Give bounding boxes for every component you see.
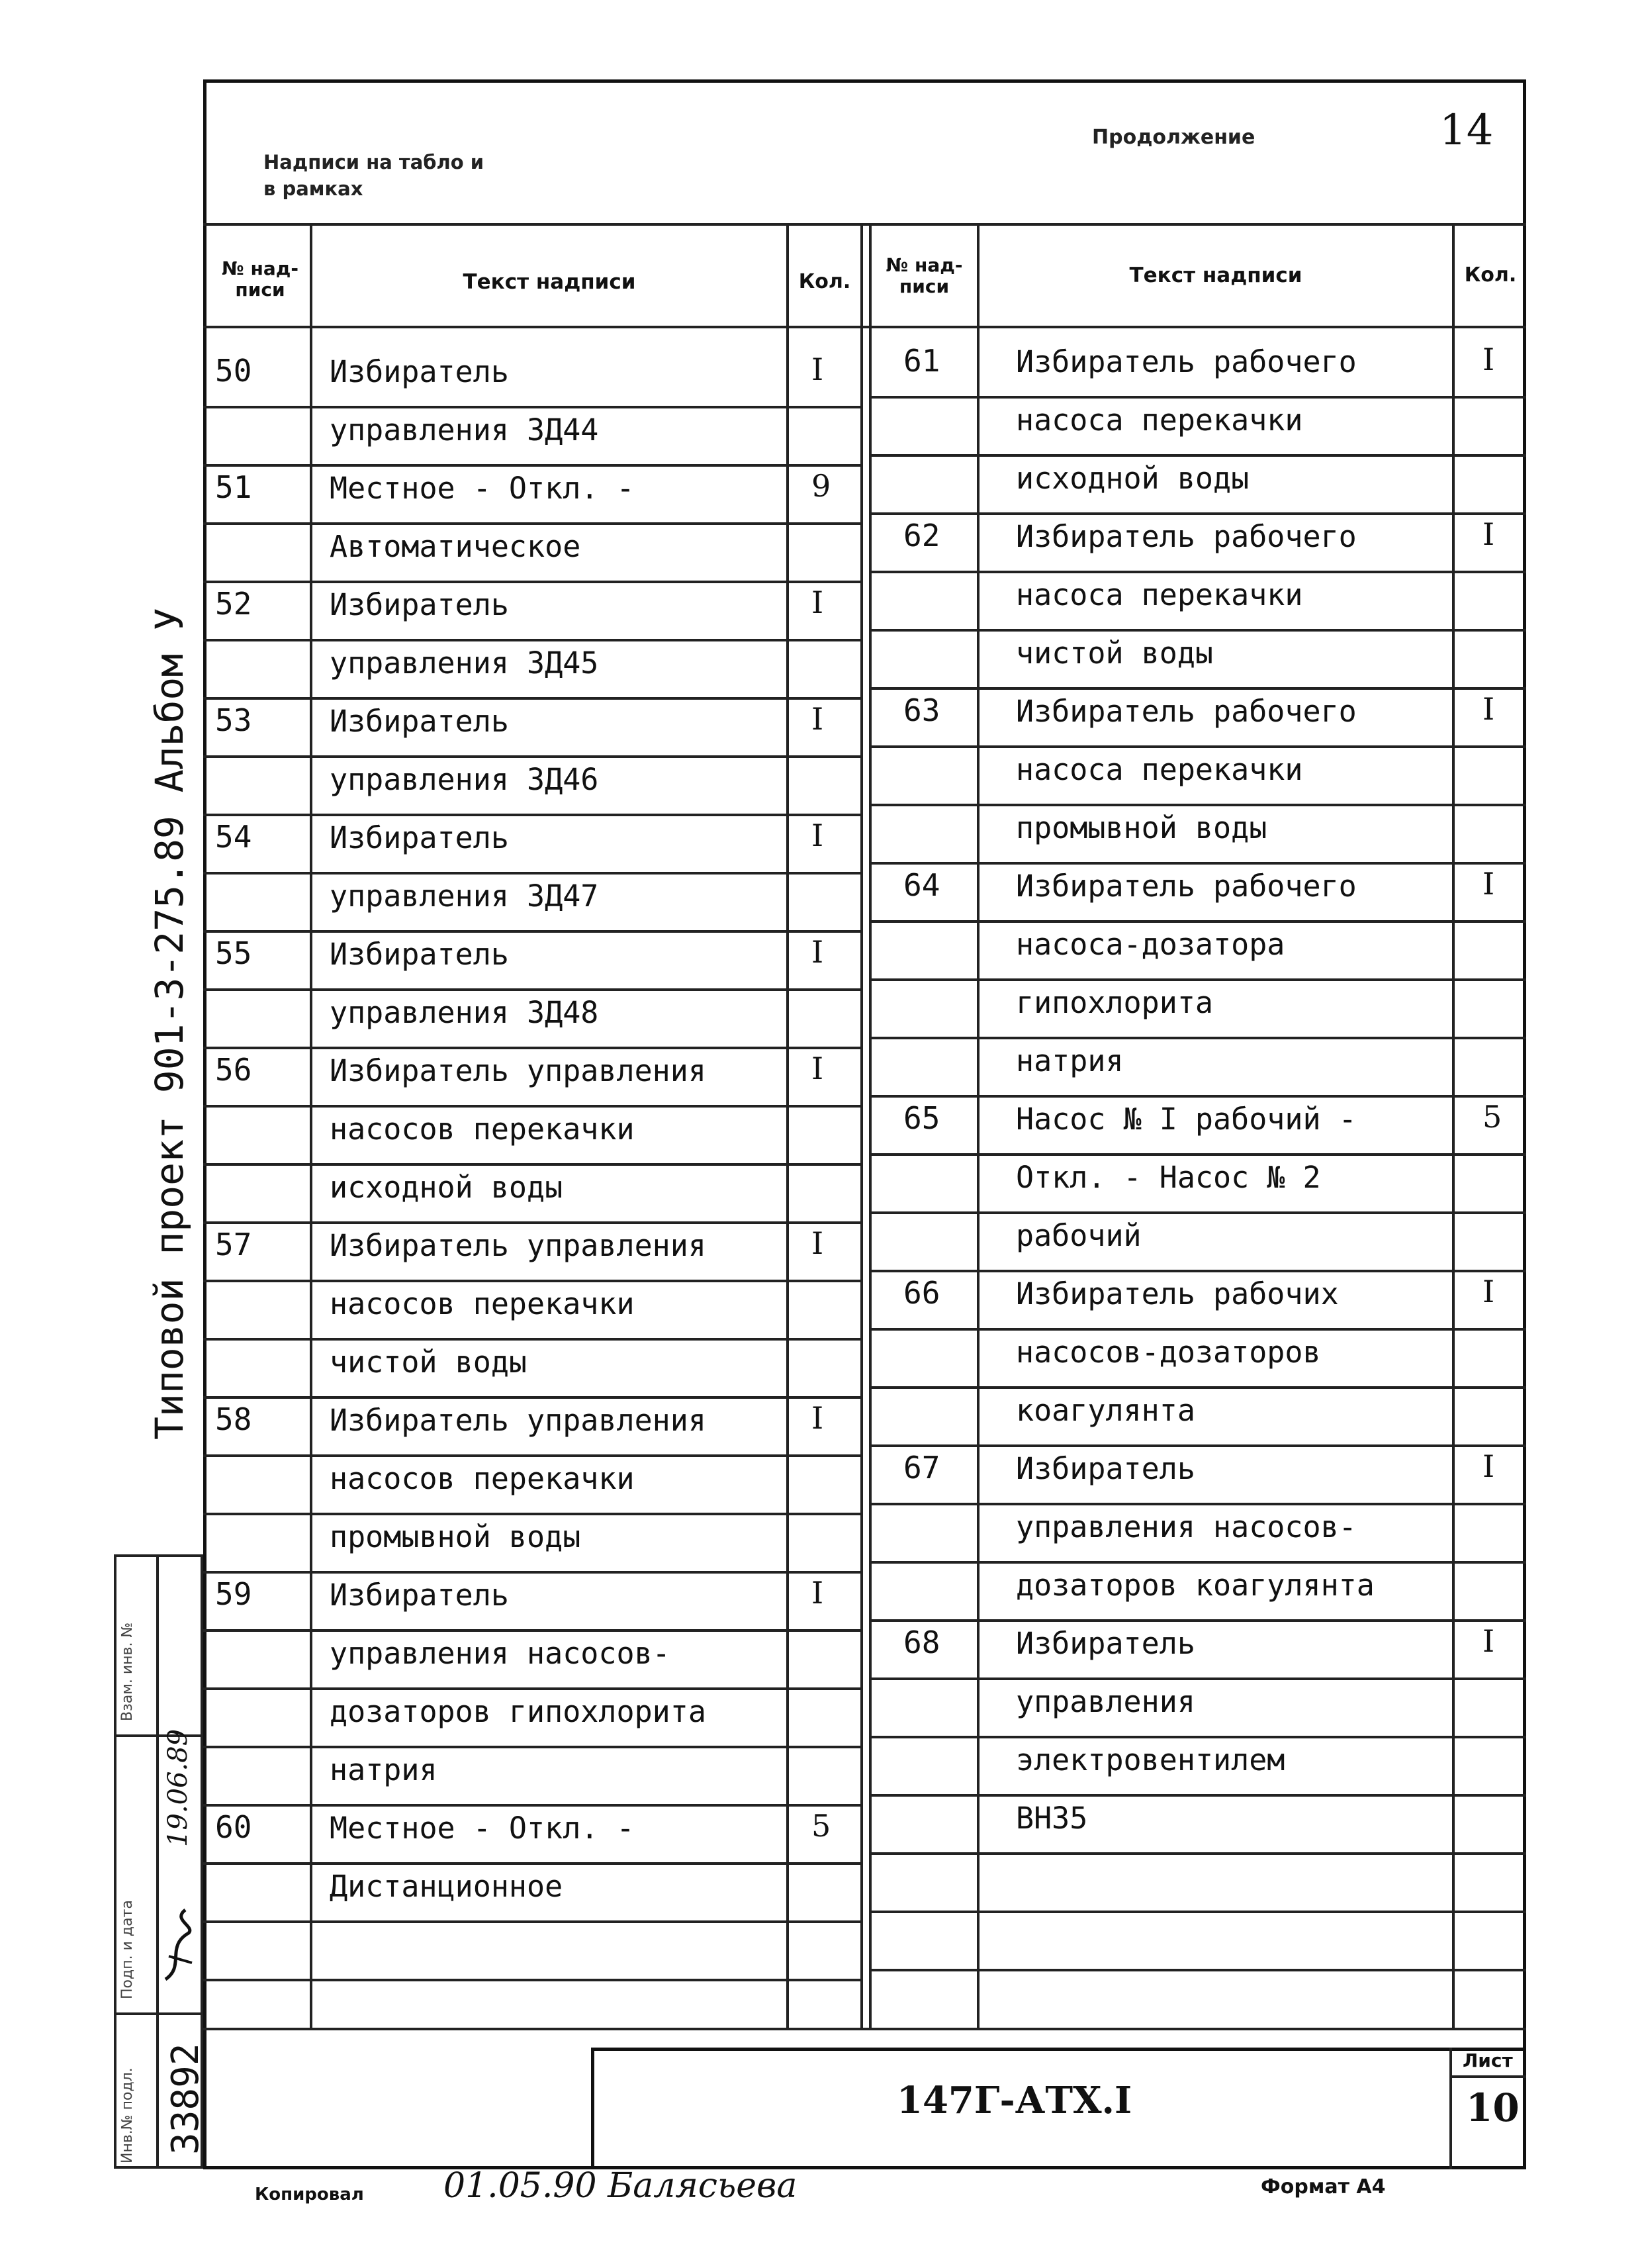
left-row-rule — [203, 1513, 860, 1515]
left-row-text-line: управления 3Д44 — [330, 412, 599, 448]
left-row-rule — [203, 988, 860, 991]
left-row-number: 60 — [215, 1809, 252, 1845]
left-row-number: 57 — [215, 1227, 252, 1262]
left-row-rule — [203, 1920, 860, 1923]
left-row-qty: 5 — [811, 1808, 831, 1844]
right-qty-col-line — [1452, 223, 1455, 2030]
table-bottom-line — [203, 2028, 1526, 2030]
left-row-qty: I — [811, 1051, 824, 1086]
right-row-qty: I — [1482, 516, 1495, 552]
right-row-text-line: насосов-дозаторов — [1016, 1335, 1321, 1370]
left-row-number: 50 — [215, 353, 252, 389]
right-row-text-line: исходной воды — [1016, 461, 1250, 496]
left-row-text-line: Избиратель — [330, 704, 509, 739]
left-row-rule — [203, 1163, 860, 1166]
side-stamp-divider — [156, 1554, 159, 2169]
inv-number: 33892 — [164, 2043, 207, 2155]
left-row-number: 51 — [215, 469, 252, 505]
right-row-number: 68 — [903, 1625, 940, 1660]
left-row-text-line: Избиратель управления — [330, 1403, 706, 1438]
right-colhead-separator — [864, 326, 1526, 328]
right-row-rule — [869, 687, 1526, 690]
left-row-text-line: исходной воды — [330, 1170, 563, 1205]
right-row-rule — [869, 1153, 1526, 1156]
left-row-rule — [203, 1280, 860, 1282]
left-col-qty-header: Кол. — [798, 270, 851, 293]
left-row-text-line: натрия — [330, 1752, 437, 1787]
side-stamp-sep2 — [114, 2012, 203, 2015]
right-row-text-line: насоса-дозатора — [1016, 927, 1285, 962]
left-row-number: 54 — [215, 819, 252, 855]
sheet-box-sep — [1449, 2075, 1526, 2078]
right-row-rule — [869, 1736, 1526, 1738]
right-row-rule — [869, 1270, 1526, 1272]
right-row-text-line: гипохлорита — [1016, 985, 1214, 1020]
left-row-text-line: Избиратель — [330, 820, 509, 855]
right-row-text-line: Избиратель рабочего — [1016, 519, 1357, 554]
left-row-rule — [203, 1687, 860, 1690]
inv-label: Инв.№ подл. — [119, 2067, 136, 2163]
right-empty-rule — [869, 1969, 1526, 1971]
left-row-rule — [203, 1221, 860, 1224]
right-row-number: 62 — [903, 518, 940, 553]
left-row-rule — [203, 755, 860, 758]
right-row-text-line: насоса перекачки — [1016, 577, 1303, 612]
right-row-text-line: коагулянта — [1016, 1393, 1195, 1428]
right-row-rule — [869, 804, 1526, 806]
left-row-qty: 9 — [811, 468, 831, 504]
sheet-number: 10 — [1466, 2085, 1520, 2130]
right-empty-rule — [869, 1911, 1526, 1913]
right-row-rule — [869, 1503, 1526, 1505]
right-row-text-line: дозаторов коагулянта — [1016, 1568, 1375, 1603]
right-row-rule — [869, 512, 1526, 515]
right-row-rule — [869, 1561, 1526, 1564]
right-row-qty: I — [1482, 342, 1495, 377]
left-row-text-line: Избиратель — [330, 354, 509, 389]
right-row-number: 63 — [903, 692, 940, 728]
right-row-text-line: Избиратель рабочего — [1016, 869, 1357, 904]
left-row-rule — [203, 639, 860, 641]
left-row-rule — [203, 1105, 860, 1108]
right-row-rule — [869, 454, 1526, 457]
right-row-number: 67 — [903, 1450, 940, 1486]
left-row-qty: I — [811, 818, 824, 853]
right-row-number: 66 — [903, 1275, 940, 1311]
right-row-text-line: управления насосов- — [1016, 1509, 1357, 1544]
continuation-label: Продолжение — [1092, 126, 1255, 149]
left-col-num-header: № над-писи — [222, 258, 298, 301]
left-row-rule — [203, 930, 860, 933]
left-row-qty: I — [811, 1575, 824, 1611]
left-row-qty: I — [811, 1225, 824, 1261]
copied-label: Копировал — [255, 2185, 364, 2204]
left-row-rule — [203, 1396, 860, 1399]
left-row-text-line: Избиратель — [330, 1578, 509, 1613]
right-row-rule — [869, 920, 1526, 923]
header-separator — [203, 223, 1526, 226]
left-row-qty: I — [811, 934, 824, 970]
left-row-qty: I — [811, 1400, 824, 1436]
right-col-num-header: № над-писи — [886, 254, 963, 297]
right-row-text-line: управления — [1016, 1684, 1195, 1719]
right-row-text-line: Избиратель — [1016, 1451, 1195, 1486]
sheet-label: Лист — [1463, 2050, 1513, 2071]
right-row-text-line: Избиратель рабочего — [1016, 344, 1357, 379]
left-row-rule — [203, 1571, 860, 1574]
left-row-number: 55 — [215, 935, 252, 971]
left-row-rule — [203, 581, 860, 583]
album-project-text: Типовой проект 901-3-275.89 Альбом У — [147, 607, 192, 1440]
right-row-qty: 5 — [1482, 1099, 1502, 1135]
right-row-text-line: Избиратель — [1016, 1626, 1195, 1661]
right-row-rule — [869, 1677, 1526, 1680]
document-code: 147Г-АТХ.I — [897, 2079, 1132, 2122]
left-row-number: 59 — [215, 1576, 252, 1612]
left-row-qty: I — [811, 701, 824, 737]
left-row-text-line: Местное - Откл. - — [330, 471, 635, 506]
right-num-col-line — [977, 223, 980, 2030]
right-row-text-line: Насос № I рабочий - — [1016, 1102, 1357, 1137]
header-title-line2: в рамках — [263, 177, 363, 200]
left-num-col-line — [310, 223, 312, 2030]
copied-value: 01.05.90 Балясьева — [443, 2166, 798, 2206]
left-row-text-line: Местное - Откл. - — [330, 1811, 635, 1846]
left-row-rule — [203, 697, 860, 700]
left-table-right-line — [860, 223, 863, 2030]
right-row-text-line: Избиратель рабочих — [1016, 1276, 1339, 1311]
right-row-text-line: Избиратель рабочего — [1016, 694, 1357, 729]
left-row-text-line: управления 3Д45 — [330, 645, 599, 681]
left-row-qty: I — [811, 352, 824, 387]
signature-mark — [159, 1907, 199, 1986]
left-row-rule — [203, 522, 860, 525]
left-row-rule — [203, 1862, 860, 1865]
left-row-number: 52 — [215, 586, 252, 622]
left-row-rule — [203, 406, 860, 408]
sign-date-label: Подп. и дата — [119, 1900, 136, 1999]
left-row-rule — [203, 1454, 860, 1457]
left-empty-rule — [203, 1979, 860, 1981]
left-row-text-line: Автоматическое — [330, 529, 581, 564]
left-row-text-line: управления 3Д47 — [330, 878, 599, 914]
right-row-qty: I — [1482, 1274, 1495, 1309]
left-row-text-line: насосов перекачки — [330, 1461, 635, 1496]
right-row-text-line: ВН35 — [1016, 1801, 1088, 1836]
right-row-qty: I — [1482, 691, 1495, 727]
right-row-rule — [869, 1328, 1526, 1331]
right-row-number: 64 — [903, 867, 940, 903]
left-row-text-line: насосов перекачки — [330, 1286, 635, 1321]
right-row-text-line: Откл. - Насос № 2 — [1016, 1160, 1321, 1195]
left-row-rule — [203, 1047, 860, 1049]
left-row-text-line: чистой воды — [330, 1345, 527, 1380]
left-row-text-line: Дистанционное — [330, 1869, 563, 1904]
right-row-text-line: насоса перекачки — [1016, 402, 1303, 438]
left-row-rule — [203, 872, 860, 874]
left-row-number: 56 — [215, 1052, 252, 1088]
right-row-rule — [869, 1037, 1526, 1039]
left-row-text-line: Избиратель управления — [330, 1053, 706, 1088]
right-row-text-line: рабочий — [1016, 1218, 1142, 1253]
right-col-qty-header: Кол. — [1464, 263, 1517, 287]
left-qty-col-line — [786, 223, 789, 2030]
right-row-number: 65 — [903, 1100, 940, 1136]
right-row-text-line: промывной воды — [1016, 810, 1267, 845]
left-row-rule — [203, 1629, 860, 1632]
left-col-text-header: Текст надписи — [463, 270, 636, 294]
left-row-rule — [203, 1804, 860, 1807]
sign-date-value: 19.06.89 — [163, 1728, 193, 1847]
right-row-text-line: электровентилем — [1016, 1742, 1285, 1777]
left-row-number: 53 — [215, 702, 252, 738]
vzam-label: Взам. инв. № — [119, 1622, 136, 1721]
format-label: Формат А4 — [1261, 2175, 1386, 2198]
right-table-left-line — [869, 223, 872, 2030]
left-row-number: 58 — [215, 1401, 252, 1437]
right-row-number: 61 — [903, 343, 940, 379]
left-row-qty: I — [811, 585, 824, 620]
right-row-rule — [869, 745, 1526, 748]
right-col-text-header: Текст надписи — [1129, 263, 1302, 287]
left-row-rule — [203, 464, 860, 467]
left-row-rule — [203, 1746, 860, 1748]
left-colhead-separator — [203, 326, 864, 328]
right-row-rule — [869, 396, 1526, 399]
right-row-qty: I — [1482, 866, 1495, 902]
header-title-line1: Надписи на табло и — [263, 151, 484, 173]
right-row-text-line: чистой воды — [1016, 636, 1214, 671]
right-row-rule — [869, 1852, 1526, 1855]
left-row-text-line: Избиратель — [330, 937, 509, 972]
right-row-rule — [869, 1095, 1526, 1098]
page-mark: 14 — [1439, 106, 1494, 155]
left-row-text-line: дозаторов гипохлорита — [330, 1694, 706, 1729]
left-row-text-line: управления 3Д46 — [330, 762, 599, 797]
right-row-rule — [869, 1211, 1526, 1214]
left-row-text-line: Избиратель управления — [330, 1228, 706, 1263]
right-row-rule — [869, 1386, 1526, 1389]
left-row-rule — [203, 1338, 860, 1341]
left-row-text-line: промывной воды — [330, 1519, 581, 1554]
right-row-rule — [869, 862, 1526, 865]
left-row-rule — [203, 814, 860, 816]
right-row-rule — [869, 978, 1526, 981]
right-row-rule — [869, 1794, 1526, 1797]
right-row-rule — [869, 629, 1526, 632]
right-row-text-line: натрия — [1016, 1043, 1124, 1078]
left-row-text-line: управления 3Д48 — [330, 995, 599, 1030]
right-row-qty: I — [1482, 1448, 1495, 1484]
left-row-text-line: управления насосов- — [330, 1636, 670, 1671]
right-row-text-line: насоса перекачки — [1016, 752, 1303, 787]
right-row-rule — [869, 571, 1526, 573]
right-row-rule — [869, 1619, 1526, 1622]
right-row-qty: I — [1482, 1623, 1495, 1659]
left-row-text-line: Избиратель — [330, 587, 509, 622]
sheet-box-divider — [1449, 2048, 1452, 2169]
left-row-text-line: насосов перекачки — [330, 1111, 635, 1147]
right-row-rule — [869, 1444, 1526, 1447]
